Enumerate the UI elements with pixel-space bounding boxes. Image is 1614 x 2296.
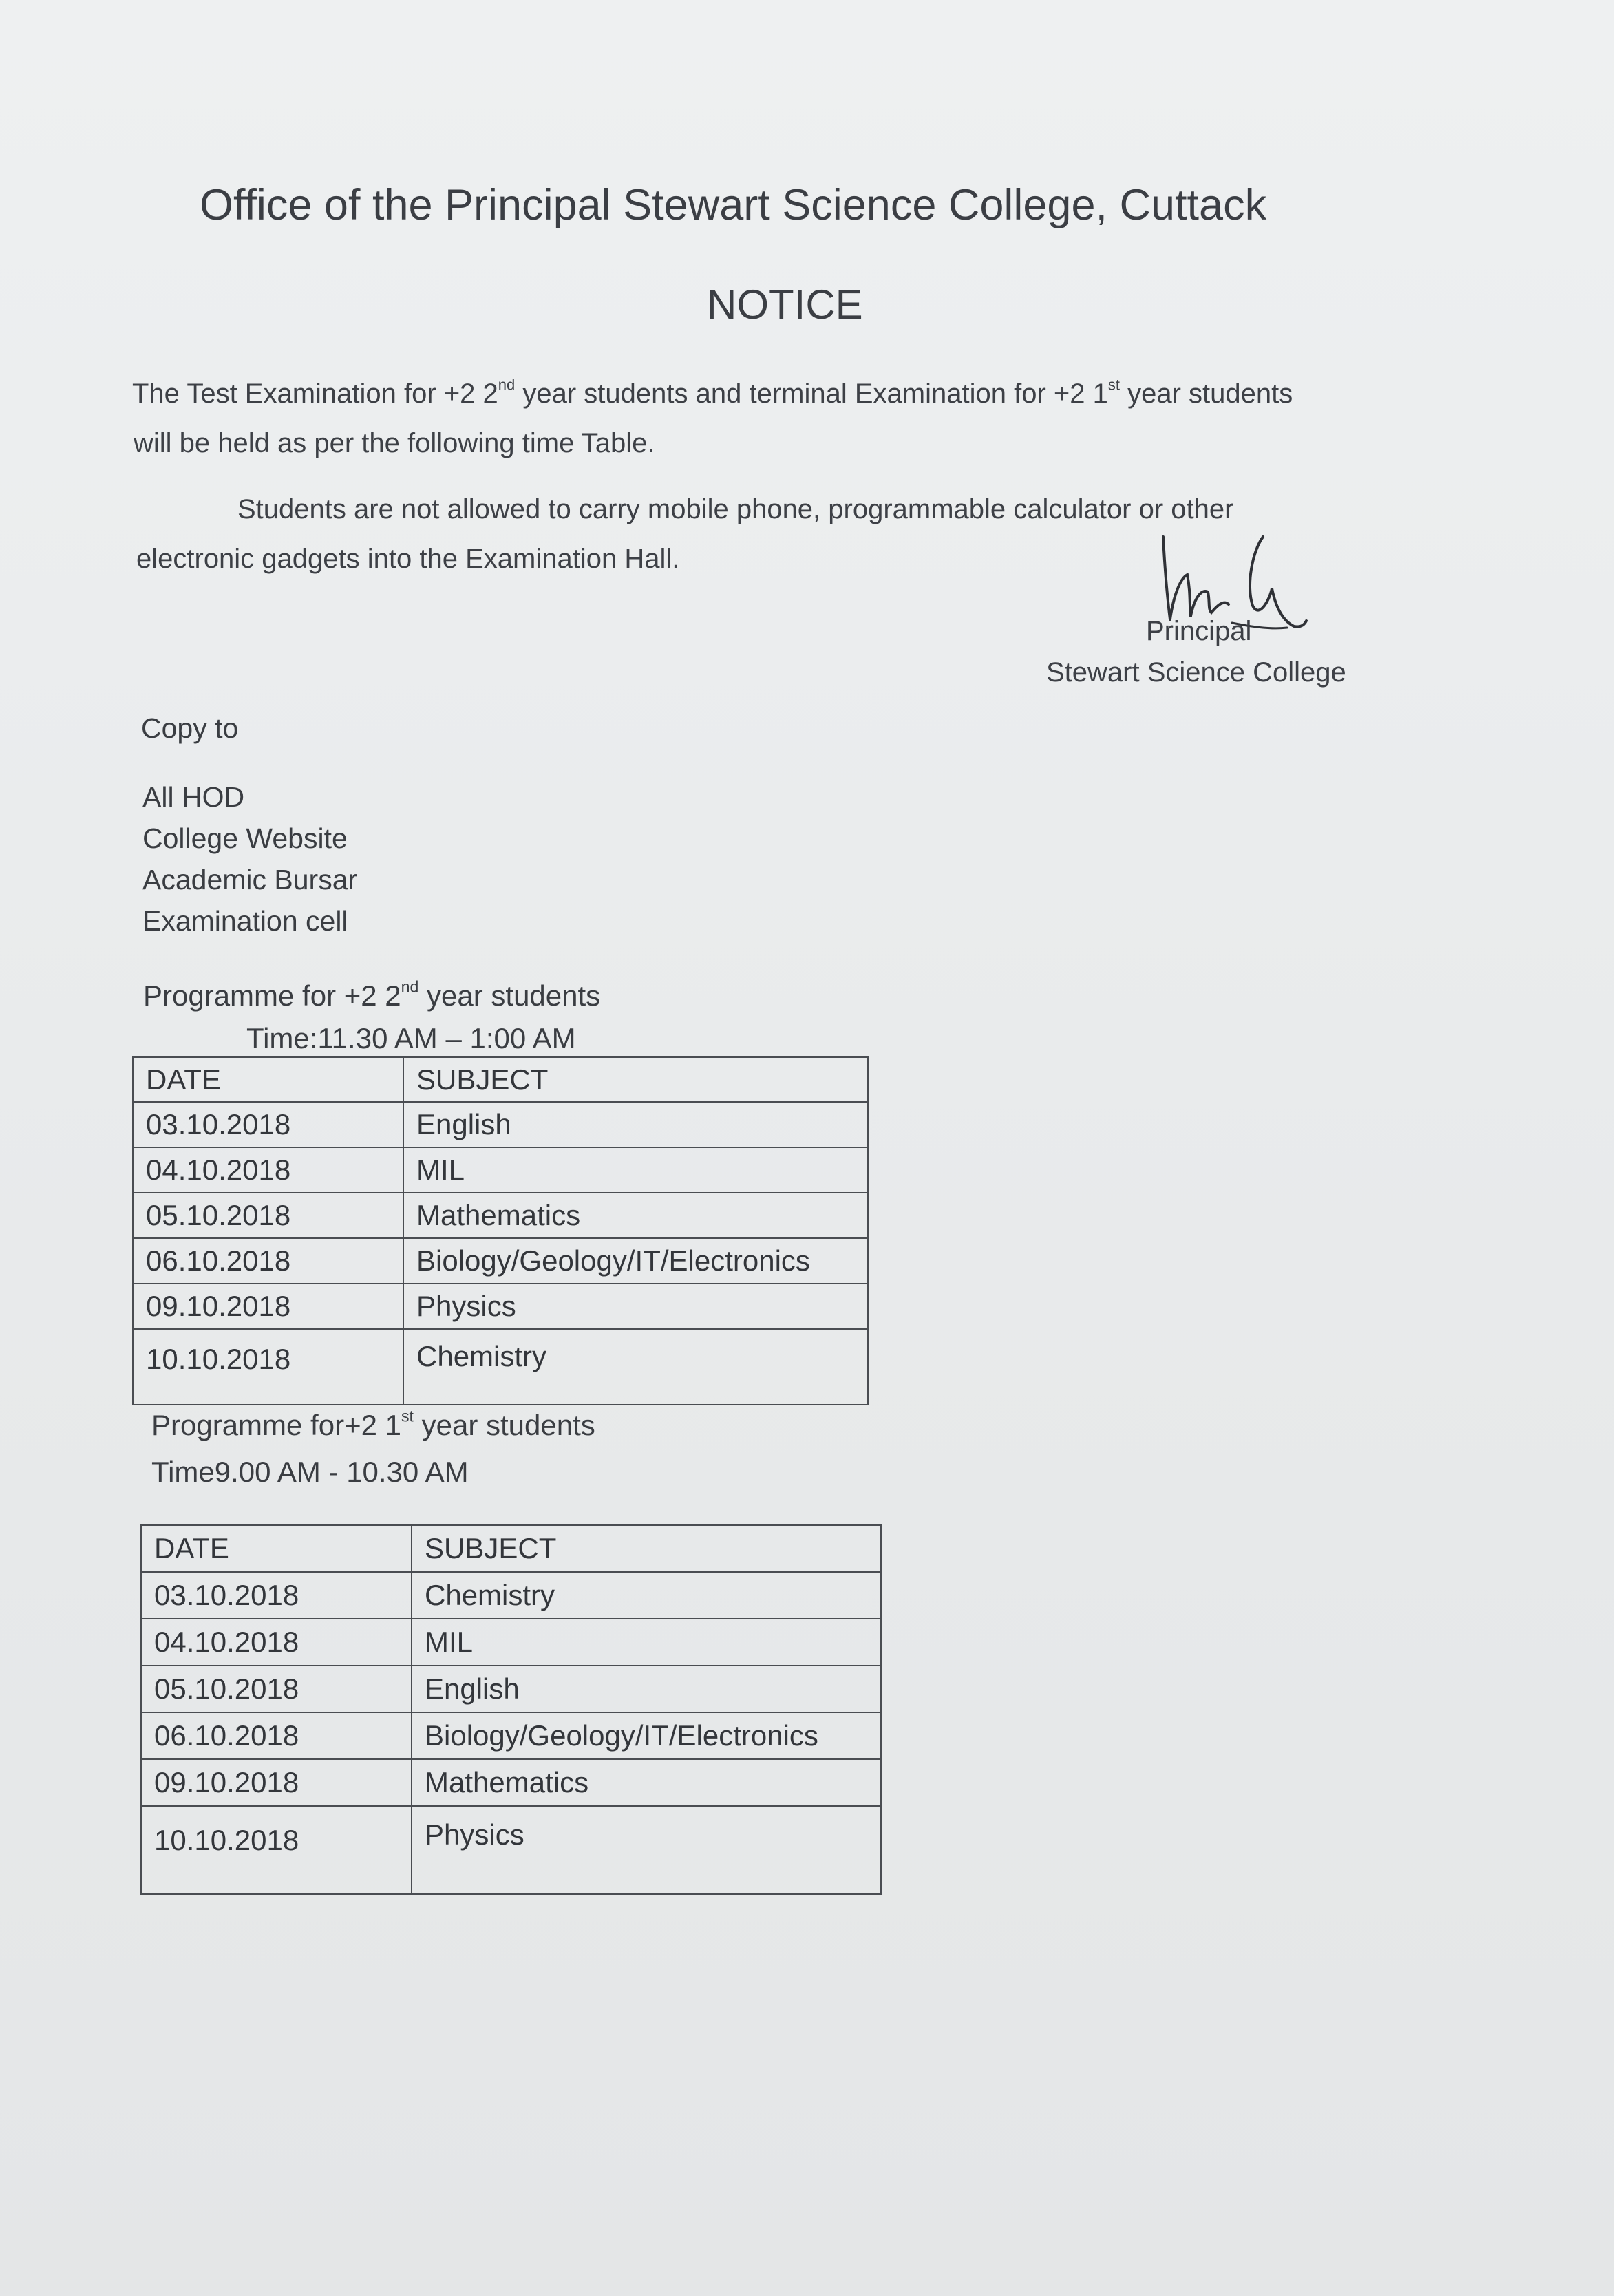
copy-recipient: All HOD bbox=[142, 781, 245, 813]
date-cell: 04.10.2018 bbox=[141, 1619, 412, 1666]
subject-cell: English bbox=[403, 1102, 868, 1147]
subject-cell: English bbox=[412, 1666, 881, 1712]
notice-heading: NOTICE bbox=[707, 281, 863, 328]
signatory-college: Stewart Science College bbox=[1046, 657, 1346, 688]
copy-to-label: Copy to bbox=[141, 712, 239, 744]
date-cell: 09.10.2018 bbox=[133, 1284, 403, 1329]
programme-first-year-heading: Programme for+2 1st year students bbox=[151, 1407, 595, 1441]
notice-line-4: electronic gadgets into the Examination Hall. bbox=[136, 544, 680, 574]
table-row bbox=[133, 1238, 868, 1284]
programme-second-year-heading: Programme for +2 2nd year students bbox=[143, 977, 601, 1012]
date-cell: 10.10.2018 bbox=[133, 1329, 403, 1405]
signatory-designation: Principal bbox=[1146, 616, 1252, 646]
table-row bbox=[133, 1193, 868, 1238]
subject-cell: MIL bbox=[403, 1147, 868, 1193]
table-row bbox=[141, 1572, 881, 1619]
programme-first-year-time: Time9.00 AM - 10.30 AM bbox=[151, 1456, 469, 1488]
notice-line-2: will be held as per the following time Table. bbox=[134, 428, 655, 458]
subject-cell: MIL bbox=[412, 1619, 881, 1666]
office-title: Office of the Principal Stewart Science College, Cuttack bbox=[200, 181, 1267, 229]
notice-line-3: Students are not allowed to carry mobile phone, programmable calculator or other bbox=[237, 494, 1234, 524]
column-header-subject: SUBJECT bbox=[412, 1525, 881, 1572]
column-header-date: DATE bbox=[133, 1057, 403, 1102]
date-cell: 04.10.2018 bbox=[133, 1147, 403, 1193]
copy-recipient: Examination cell bbox=[142, 905, 348, 937]
table-row bbox=[141, 1806, 881, 1894]
column-header-subject: SUBJECT bbox=[403, 1057, 868, 1102]
table-header-row bbox=[141, 1525, 881, 1572]
date-cell: 06.10.2018 bbox=[141, 1712, 412, 1759]
subject-cell: Mathematics bbox=[403, 1193, 868, 1238]
copy-recipient: College Website bbox=[142, 822, 348, 854]
date-cell: 03.10.2018 bbox=[141, 1572, 412, 1619]
table-row bbox=[133, 1329, 868, 1405]
first-year-schedule-table bbox=[140, 1524, 882, 1895]
date-cell: 05.10.2018 bbox=[141, 1666, 412, 1712]
date-cell: 03.10.2018 bbox=[133, 1102, 403, 1147]
subject-cell: Mathematics bbox=[412, 1759, 881, 1806]
date-cell: 06.10.2018 bbox=[133, 1238, 403, 1284]
table-row bbox=[141, 1712, 881, 1759]
subject-cell: Chemistry bbox=[403, 1329, 868, 1405]
table-header-row bbox=[133, 1057, 868, 1102]
table-row bbox=[141, 1619, 881, 1666]
copy-recipient: Academic Bursar bbox=[142, 864, 358, 895]
table-row bbox=[133, 1147, 868, 1193]
date-cell: 10.10.2018 bbox=[141, 1806, 412, 1894]
table-row bbox=[133, 1284, 868, 1329]
date-cell: 09.10.2018 bbox=[141, 1759, 412, 1806]
subject-cell: Physics bbox=[412, 1806, 881, 1894]
second-year-schedule-table bbox=[132, 1056, 869, 1405]
notice-line-1: The Test Examination for +2 2nd year students and terminal Examination for +2 1st year students bbox=[132, 376, 1293, 409]
programme-second-year-time: Time:11.30 AM – 1:00 AM bbox=[246, 1022, 576, 1054]
subject-cell: Chemistry bbox=[412, 1572, 881, 1619]
date-cell: 05.10.2018 bbox=[133, 1193, 403, 1238]
table-row bbox=[141, 1759, 881, 1806]
column-header-date: DATE bbox=[141, 1525, 412, 1572]
subject-cell: Physics bbox=[403, 1284, 868, 1329]
subject-cell: Biology/Geology/IT/Electronics bbox=[412, 1712, 881, 1759]
subject-cell: Biology/Geology/IT/Electronics bbox=[403, 1238, 868, 1284]
table-row bbox=[133, 1102, 868, 1147]
table-row bbox=[141, 1666, 881, 1712]
